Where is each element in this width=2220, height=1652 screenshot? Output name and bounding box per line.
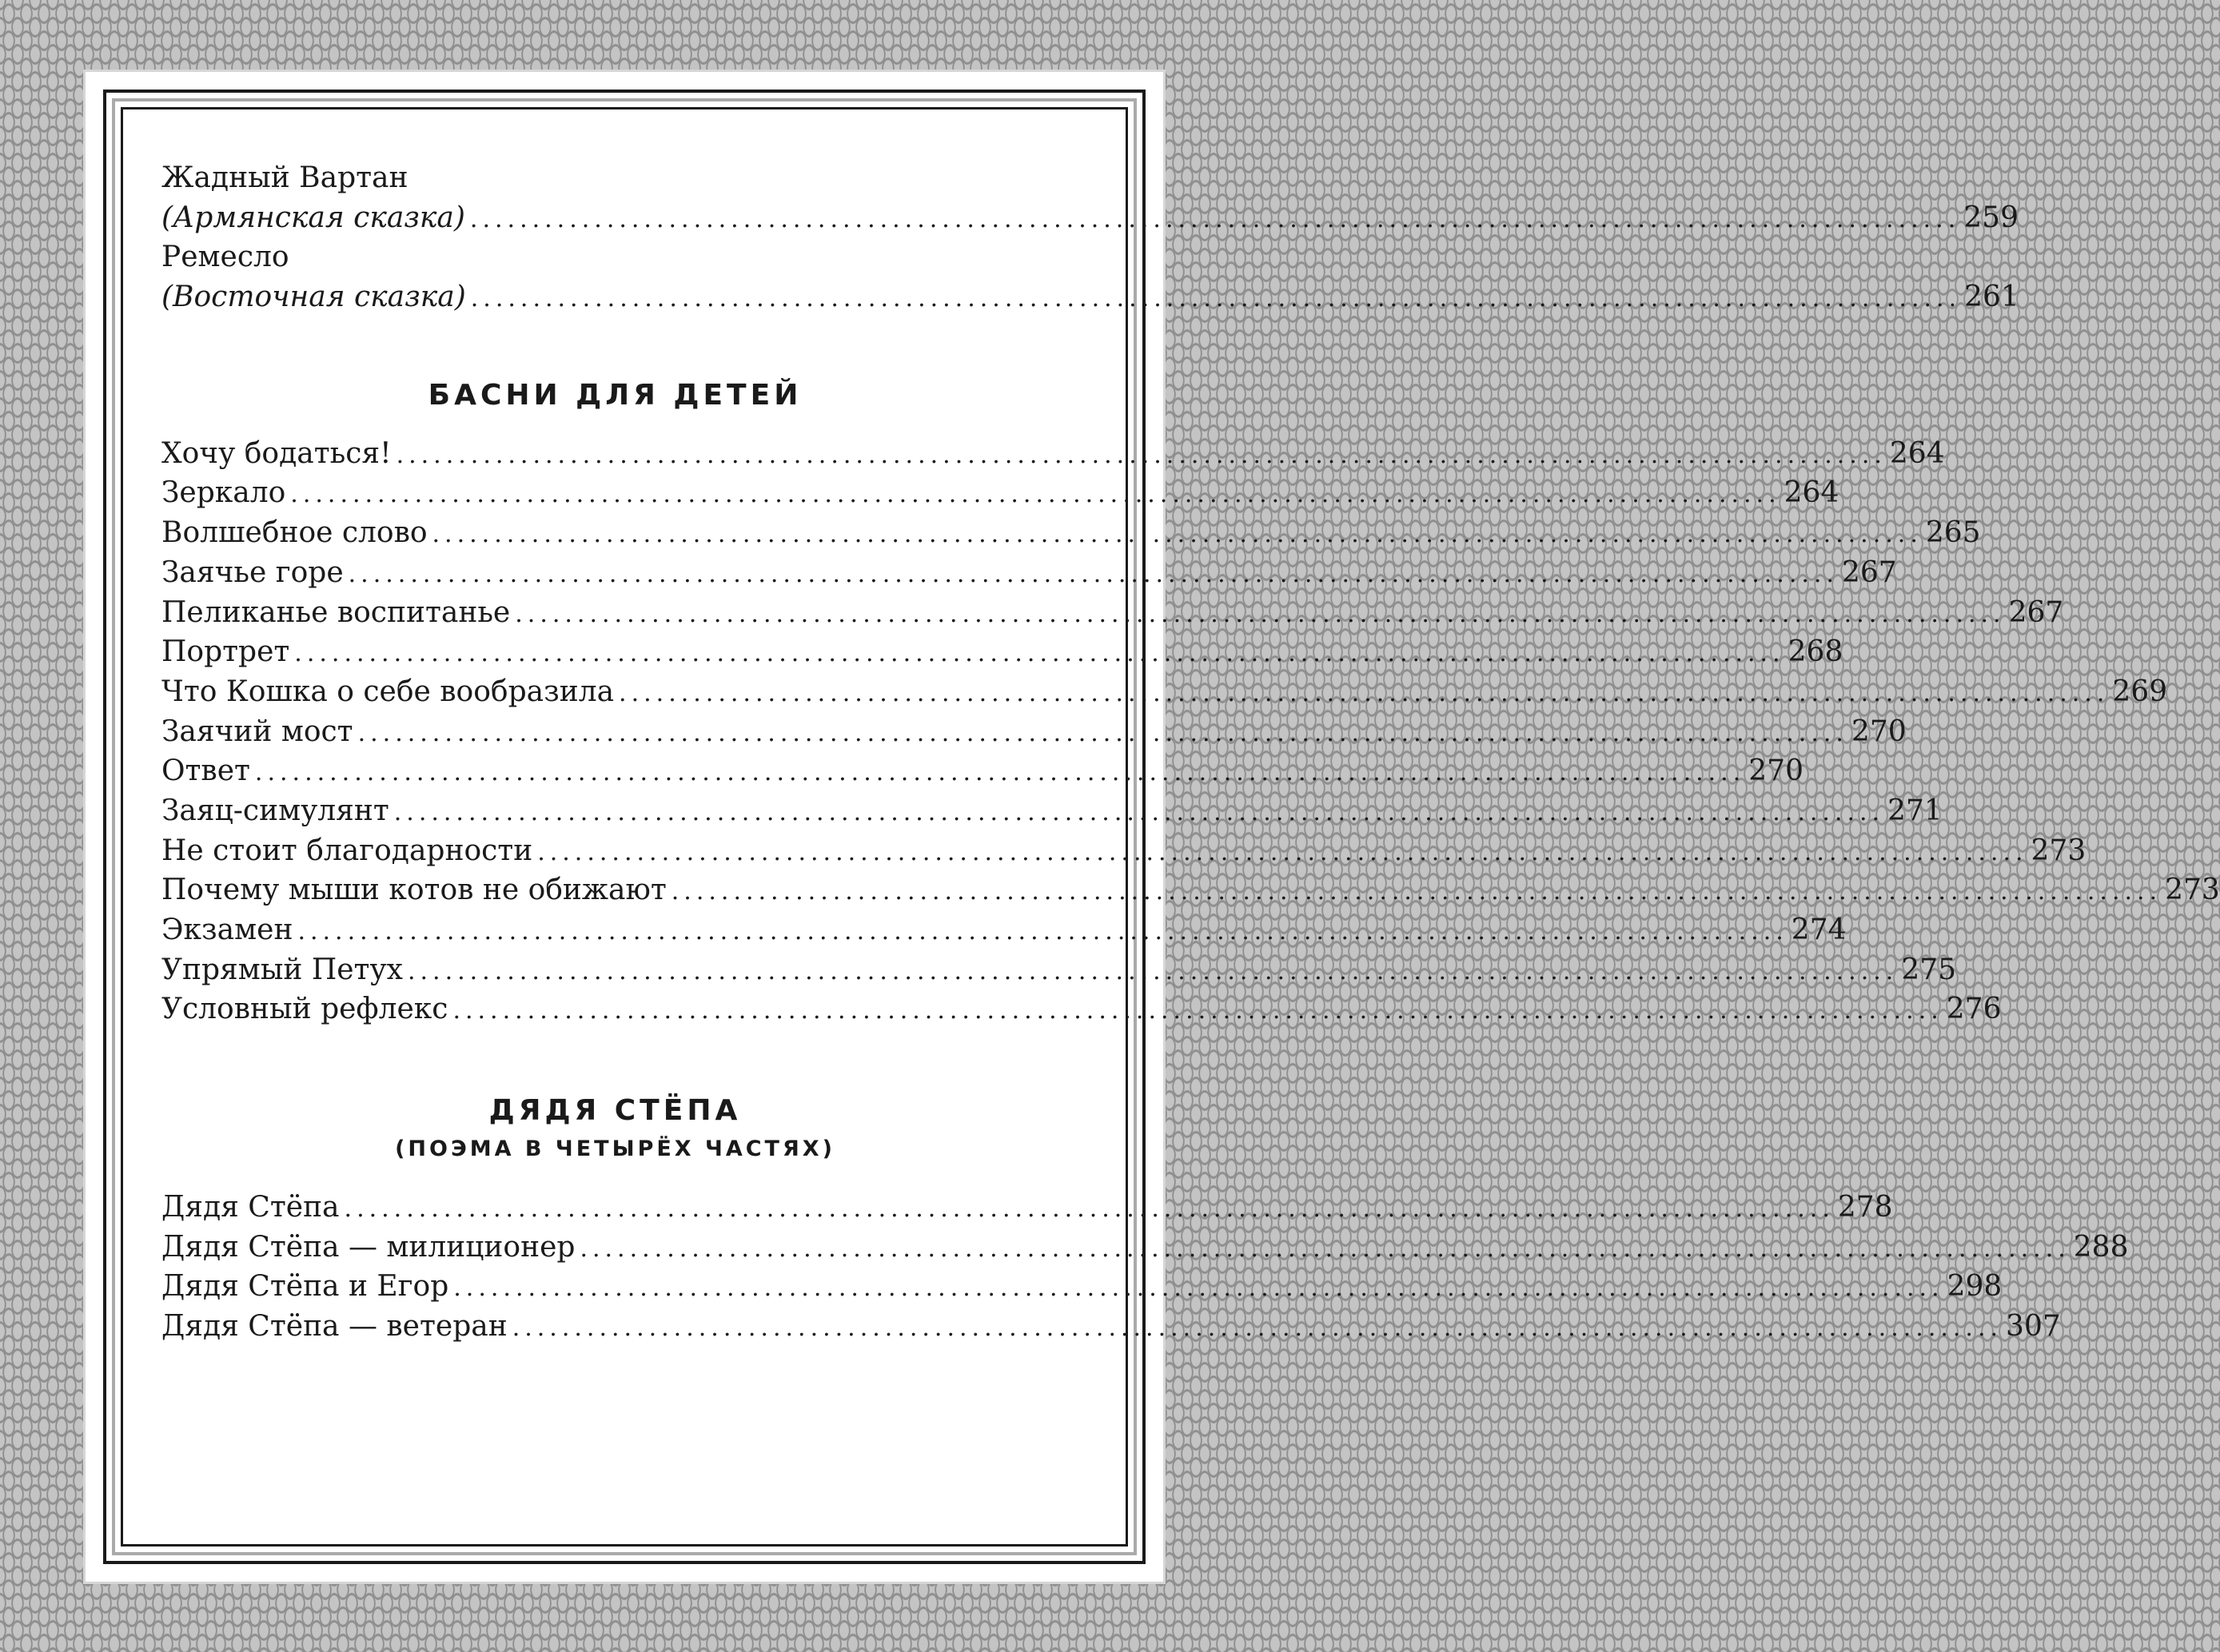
toc-entry[interactable] [161,277,2019,317]
toc-entry-title: Дядя Стёпа [161,1191,340,1224]
dot-leader: ........................................................................................................................ [432,520,1923,549]
toc-entry-page: 267 [1841,555,1897,589]
toc-entry-page: 273 [2165,874,2220,907]
toc-entry-title: Условный рефлекс [161,993,448,1026]
toc-section-fables [161,434,2220,1029]
toc-entry-title: Упрямый Петух [161,953,403,986]
toc-entry-title: Дядя Стёпа и Егор [161,1270,449,1304]
dot-leader: ........................................................................................................................ [580,1234,2071,1263]
toc-entry-page: 270 [1748,754,1804,788]
toc-entry-title: Жадный Вартан [161,161,409,194]
section-heading-uncle-styopa: ДЯДЯ СТЁПА [488,1094,742,1128]
toc-entry-title: Хочу бодаться! [161,436,392,470]
toc-entry[interactable] [161,1307,2061,1347]
toc-entry[interactable] [161,910,1847,950]
dot-leader: ........................................................................................................................ [297,918,1788,945]
toc-entry-page: 270 [1851,715,1907,748]
toc-entry[interactable] [161,1188,1893,1228]
toc-entry-page: 269 [2112,675,2168,708]
toc-entry-title: Пеликанье воспитанье [161,595,511,629]
toc-entry[interactable] [161,1267,2003,1307]
page-frame-inner [121,107,2220,1547]
toc-entry-title: Почему мыши котов не обижают [161,874,667,907]
dot-leader: ........................................................................................................................ [453,1274,1944,1303]
toc-entry[interactable] [161,791,1943,831]
book-page [83,70,2220,1584]
toc-entry-title: Экзамен [161,914,293,946]
toc-entry[interactable] [161,553,1897,593]
section-subheading-uncle-styopa: (ПОЭМА В ЧЕТЫРЁХ ЧАСТЯХ) [395,1136,835,1162]
toc-entry-page: 271 [1887,794,1943,827]
dot-leader: ........................................................................................................................ [512,1314,2003,1343]
dot-leader: ........................................................................................................................ [348,559,1839,588]
toc-entry[interactable] [161,989,2002,1029]
toc-entry-title: Дядя Стёпа — милиционер [161,1230,576,1264]
page-frame-outer [103,90,2220,1564]
dot-leader: ........................................................................................................................ [254,758,1746,787]
toc-entry[interactable] [161,831,2086,871]
dot-leader: ........................................................................................................................ [344,1195,1835,1224]
toc-entry-title: Зеркало [161,476,286,510]
toc-entry-page: 278 [1837,1191,1893,1224]
dot-leader: ........................................................................................................................ [407,957,1899,985]
toc-entry-title: Дядя Стёпа — ветеран [161,1310,508,1343]
toc-entry-title: Ответ [161,754,250,788]
toc-entry-page: 267 [2008,595,2064,629]
toc-entry-page: 273 [2031,834,2086,867]
toc-entry-title: Ремесло [161,241,289,274]
toc-entry-page: 288 [2073,1230,2129,1264]
toc-entry[interactable] [161,950,1957,990]
toc-entry-title: Не стоит благодарности [161,834,533,867]
dot-leader: ........................................................................................................................ [537,838,2028,866]
toc-entry-title: Что Кошка о себе вообразила [161,675,615,708]
toc-entry-title: Заячье горе [161,555,344,589]
page-frame-gray [112,98,2220,1555]
toc-entry[interactable] [161,513,1981,553]
toc-entry-title: Заяц-симулянт [161,794,389,827]
toc-entry-subtitle: (Восточная сказка) [161,281,466,314]
toc-entry-title: Портрет [161,635,290,669]
toc-entry-page: 274 [1791,914,1847,946]
toc-entry-page: 259 [1963,201,2019,234]
toc-entry[interactable] [161,473,1839,513]
toc-entry-page: 275 [1901,953,1957,986]
dot-leader: ........................................................................................................................ [393,798,1885,826]
dot-leader: ........................................................................................................................ [290,480,1781,509]
dot-leader: ........................................................................................................................ [671,878,2162,906]
toc-entry[interactable] [161,712,1907,752]
toc-entry-title: Волшебное слово [161,516,428,550]
toc-entry-page: 298 [1947,1270,2003,1304]
toc-entry[interactable] [161,1228,2129,1268]
toc-entry-page: 276 [1946,993,2002,1026]
toc-entry-page: 268 [1788,635,1843,669]
table-of-contents [161,145,2220,1347]
toc-entry-page: 264 [1784,476,1839,510]
dot-leader: ........................................................................................................................ [469,205,1961,233]
dot-leader: ........................................................................................................................ [619,679,2110,707]
dot-leader: ........................................................................................................................ [357,719,1848,747]
dot-leader: ........................................................................................................................ [515,599,2006,628]
dot-leader: ........................................................................................................................ [452,997,1943,1025]
toc-entry[interactable] [161,593,2064,633]
toc-entry-page: 264 [1889,436,1945,470]
toc-section-uncle-styopa [161,1188,2129,1347]
toc-entry-page: 265 [1925,516,1981,550]
toc-section-tales [161,158,2019,317]
toc-entry-page: 307 [2006,1310,2061,1343]
toc-entry-subtitle: (Армянская сказка) [161,201,465,234]
toc-entry-title: Заячий мост [161,715,353,748]
dot-leader: ........................................................................................................................ [470,285,1962,313]
toc-entry[interactable] [161,751,1804,791]
section-heading-fables: БАСНИ ДЛЯ ДЕТЕЙ [428,378,803,412]
toc-entry[interactable] [161,870,2220,910]
toc-entry[interactable] [161,672,2168,712]
toc-entry[interactable] [161,198,2019,238]
toc-entry[interactable] [161,434,1945,474]
toc-entry[interactable] [161,632,1843,672]
dot-leader: ........................................................................................................................ [294,639,1785,668]
dot-leader: ........................................................................................................................ [396,440,1887,469]
toc-entry-page: 261 [1964,281,2019,314]
